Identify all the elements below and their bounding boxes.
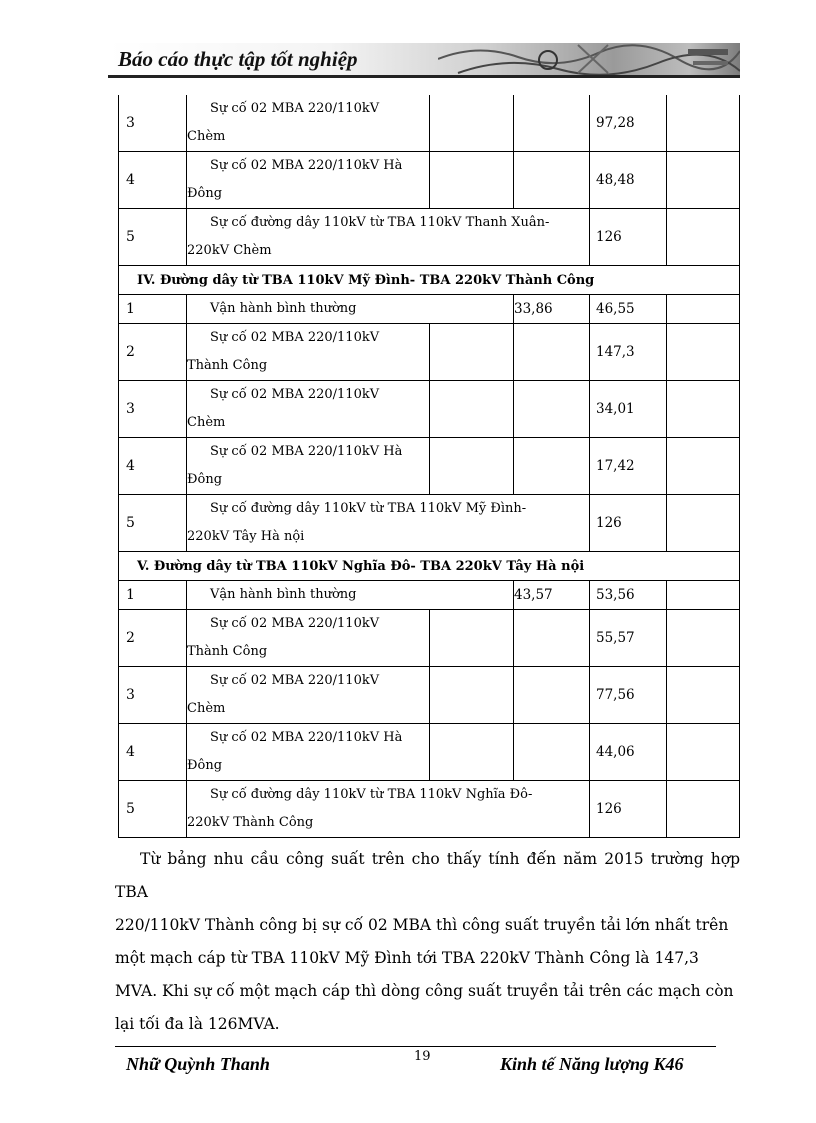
row-number: 2 <box>119 610 187 667</box>
paragraph-line: một mạch cáp từ TBA 110kV Mỹ Đình tới TBA 220kV Thành Công là 147,3 <box>115 949 699 967</box>
row-description: Sự cố 02 MBA 220/110kV Thành Công <box>187 610 430 667</box>
row-value: 147,3 <box>590 324 667 381</box>
row-value: 48,48 <box>590 152 667 209</box>
row-description: Sự cố đường dây 110kV từ TBA 110kV Nghĩa Đô- 220kV Thành Công <box>187 781 590 838</box>
row-description: Sự cố đường dây 110kV từ TBA 110kV Thanh Xuân- 220kV Chèm <box>187 209 590 266</box>
row-value: 17,42 <box>590 438 667 495</box>
footer-rule <box>115 1046 716 1047</box>
row-number: 5 <box>119 495 187 552</box>
paragraph-line: MVA. Khi sự cố một mạch cáp thì dòng công suất truyền tải trên các mạch còn <box>115 982 734 1000</box>
row-description: Sự cố 02 MBA 220/110kV Thành Công <box>187 324 430 381</box>
row-value: 77,56 <box>590 667 667 724</box>
row-value: 126 <box>590 781 667 838</box>
header-decoration <box>438 43 740 75</box>
row-number: 5 <box>119 209 187 266</box>
row-number: 4 <box>119 724 187 781</box>
row-number: 3 <box>119 667 187 724</box>
paragraph-line: lại tối đa là 126MVA. <box>115 1015 280 1033</box>
row-description: Vận hành bình thường <box>187 581 514 610</box>
row-number: 2 <box>119 324 187 381</box>
section-heading: IV. Đường dây từ TBA 110kV Mỹ Đình- TBA 220kV Thành Công <box>119 266 740 295</box>
table-row <box>119 295 740 324</box>
row-description: Sự cố đường dây 110kV từ TBA 110kV Mỹ Đình- 220kV Tây Hà nội <box>187 495 590 552</box>
table-row <box>119 781 740 838</box>
row-value: 34,01 <box>590 381 667 438</box>
table-row <box>119 381 740 438</box>
row-number: 5 <box>119 781 187 838</box>
section-heading: V. Đường dây từ TBA 110kV Nghĩa Đô- TBA 220kV Tây Hà nội <box>119 552 740 581</box>
table-row <box>119 495 740 552</box>
footer-author: Nhữ Quỳnh Thanh <box>126 1054 270 1074</box>
power-demand-table <box>118 95 739 838</box>
paragraph-line: Từ bảng nhu cầu công suất trên cho thấy tính đến năm 2015 trường hợp TBA <box>115 850 740 901</box>
row-description: Vận hành bình thường <box>187 295 514 324</box>
header-title: Báo cáo thực tập tốt nghiệp <box>118 47 358 71</box>
table-row <box>119 324 740 381</box>
row-value: 126 <box>590 209 667 266</box>
row-value: 43,57 <box>514 581 590 610</box>
row-description: Sự cố 02 MBA 220/110kV Chèm <box>187 667 430 724</box>
table-row <box>119 209 740 266</box>
paragraph-line: 220/110kV Thành công bị sự cố 02 MBA thì công suất truyền tải lớn nhất trên <box>115 916 729 934</box>
row-value: 126 <box>590 495 667 552</box>
header-rule <box>108 75 740 78</box>
table-row <box>119 438 740 495</box>
section-heading-row <box>119 552 740 581</box>
row-number: 4 <box>119 438 187 495</box>
row-description: Sự cố 02 MBA 220/110kV Hà Đông <box>187 152 430 209</box>
table-row <box>119 95 740 152</box>
footer-course: Kinh tế Năng lượng K46 <box>500 1054 684 1074</box>
row-number: 4 <box>119 152 187 209</box>
row-description: Sự cố 02 MBA 220/110kV Hà Đông <box>187 724 430 781</box>
row-value: 53,56 <box>590 581 667 610</box>
row-description: Sự cố 02 MBA 220/110kV Chèm <box>187 381 430 438</box>
table-row <box>119 581 740 610</box>
row-number: 3 <box>119 381 187 438</box>
row-number: 3 <box>119 95 187 152</box>
table-row <box>119 667 740 724</box>
row-number: 1 <box>119 295 187 324</box>
header-banner <box>108 43 740 75</box>
row-value: 33,86 <box>514 295 590 324</box>
row-number: 1 <box>119 581 187 610</box>
table-row <box>119 152 740 209</box>
page-number: 19 <box>414 1049 431 1064</box>
conclusion-paragraph <box>115 843 740 1041</box>
row-value: 44,06 <box>590 724 667 781</box>
row-description: Sự cố 02 MBA 220/110kV Chèm <box>187 95 430 152</box>
row-value: 46,55 <box>590 295 667 324</box>
row-description: Sự cố 02 MBA 220/110kV Hà Đông <box>187 438 430 495</box>
table-row <box>119 724 740 781</box>
row-value: 55,57 <box>590 610 667 667</box>
table-row <box>119 610 740 667</box>
section-heading-row <box>119 266 740 295</box>
row-value: 97,28 <box>590 95 667 152</box>
